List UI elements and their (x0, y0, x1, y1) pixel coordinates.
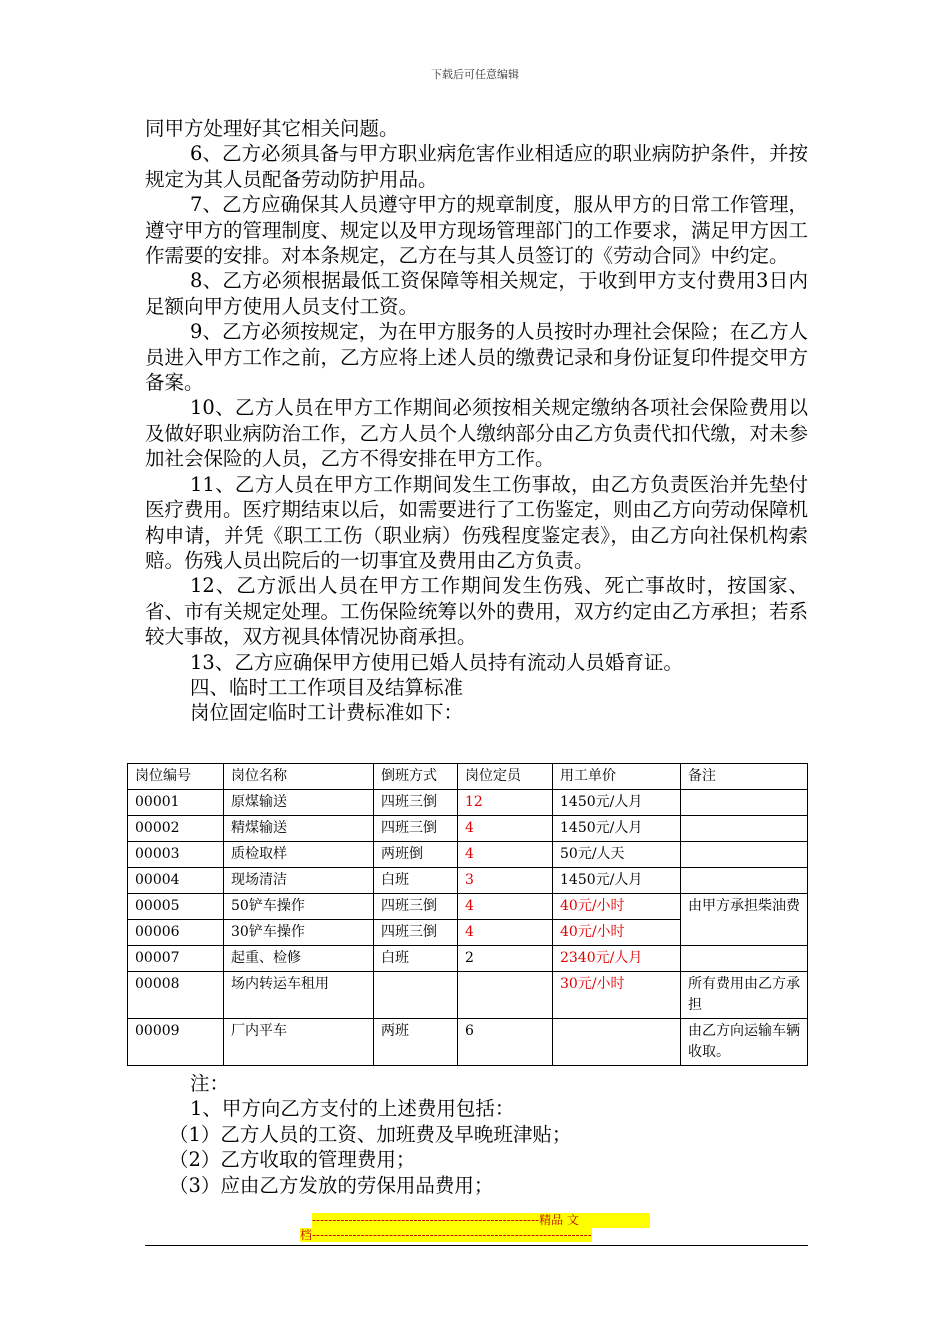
cell-note (681, 946, 808, 972)
table-row (128, 972, 808, 1019)
footer-line-2: 档--------------------------------------------------------------------- (300, 1228, 592, 1242)
cell-id: 00009 (128, 1019, 224, 1066)
footer-watermark (300, 1213, 650, 1243)
cell-id: 00003 (128, 842, 224, 868)
cell-shift: 两班倒 (374, 842, 458, 868)
table-row (128, 1019, 808, 1066)
clause-10: 10、乙方人员在甲方工作期间必须按相关规定缴纳各项社会保险费用以及做好职业病防治工作，乙方人员个人缴纳部分由乙方负责代扣代缴，对未参加社会保险的人员，乙方不得安排在甲方工作。 (145, 396, 809, 471)
table-row (128, 868, 808, 894)
cell-price: 30元/小时 (553, 972, 681, 1019)
cell-price: 40元/小时 (553, 894, 681, 920)
cell-staff: 4 (458, 816, 553, 842)
cell-staff: 4 (458, 842, 553, 868)
cell-note (681, 816, 808, 842)
fee-table (127, 763, 808, 1066)
cell-price: 2340元/人月 (553, 946, 681, 972)
clause-6: 6、乙方必须具备与甲方职业病危害作业相适应的职业病防护条件，并按规定为其人员配备劳动防护用品。 (145, 142, 808, 191)
cell-shift: 两班 (374, 1019, 458, 1066)
table-row (128, 816, 808, 842)
footer-rule (145, 1245, 808, 1246)
cell-staff: 3 (458, 868, 553, 894)
cell-shift: 四班三倒 (374, 790, 458, 816)
cell-shift: 四班三倒 (374, 816, 458, 842)
contract-body (145, 116, 808, 726)
cell-name: 50铲车操作 (224, 894, 374, 920)
notes-sub-item: （1）乙方人员的工资、加班费及早晚班津贴； (169, 1122, 572, 1146)
table-row (128, 842, 808, 868)
notes-item-1: 1、甲方向乙方支付的上述费用包括： (190, 1097, 515, 1121)
cell-id: 00004 (128, 868, 224, 894)
cell-note: 由乙方向运输车辆收取。 (681, 1019, 808, 1066)
clause-13: 13、乙方应确保甲方使用已婚人员持有流动人员婚育证。 (190, 650, 683, 674)
cell-note (681, 868, 808, 894)
cell-price: 1450元/人月 (553, 868, 681, 894)
cell-staff: 6 (458, 1019, 553, 1066)
cell-note: 所有费用由乙方承担 (681, 972, 808, 1019)
cell-note: 由甲方承担柴油费 (681, 894, 808, 946)
table-intro: 岗位固定临时工计费标准如下： (190, 701, 464, 725)
clause-7: 7、乙方应确保其人员遵守甲方的规章制度，服从甲方的日常工作管理，遵守甲方的管理制度、规定以及甲方现场管理部门的工作要求，满足甲方因工作需要的安排。对本条规定，乙方在与其人员签订的《劳动合同》中约定。 (145, 193, 809, 268)
cell-id: 00001 (128, 790, 224, 816)
paragraph-continuation: 同甲方处理好其它相关问题。 (145, 117, 399, 140)
cell-staff: 4 (458, 894, 553, 920)
cell-id: 00007 (128, 946, 224, 972)
cell-price: 1450元/人月 (553, 816, 681, 842)
cell-id: 00006 (128, 920, 224, 946)
section-heading: 四、临时工工作项目及结算标准 (190, 675, 464, 699)
cell-price: 40元/小时 (553, 920, 681, 946)
clause-11: 11、乙方人员在甲方工作期间发生工伤事故，由乙方负责医治并先垫付医疗费用。医疗期结束以后，如需要进行了工伤鉴定，则由乙方向劳动保障机构申请，并凭《职工工伤（职业病）伤残程度鉴定表》，由乙方向社保机构索赔。伤残人员出院后的一切事宜及费用由乙方负责。 (145, 472, 809, 572)
footer-line-1: --------------------------------------------------------精品 文 (312, 1213, 650, 1228)
table-row (128, 894, 808, 920)
cell-name: 30铲车操作 (224, 920, 374, 946)
clause-12: 12、乙方派出人员在甲方工作期间发生伤残、死亡事故时，按国家、省、市有关规定处理。工伤保险统筹以外的费用，双方约定由乙方承担；若系较大事故，双方视具体情况协商承担。 (145, 574, 809, 649)
cell-shift (374, 972, 458, 1019)
header-cell: 岗位编号 (128, 764, 224, 790)
notes-section (145, 1071, 808, 1198)
cell-staff: 4 (458, 920, 553, 946)
cell-shift: 四班三倒 (374, 894, 458, 920)
cell-shift: 白班 (374, 946, 458, 972)
cell-price: 50元/人天 (553, 842, 681, 868)
cell-staff: 12 (458, 790, 553, 816)
header-cell: 倒班方式 (374, 764, 458, 790)
notes-sub-item: （2）乙方收取的管理费用； (169, 1148, 416, 1172)
cell-name: 质检取样 (224, 842, 374, 868)
cell-name: 场内转运车租用 (224, 972, 374, 1019)
header-cell: 岗位定员 (458, 764, 553, 790)
cell-id: 00005 (128, 894, 224, 920)
cell-price (553, 1019, 681, 1066)
page-header: 下载后可任意编辑 (431, 68, 519, 81)
cell-name: 精煤输送 (224, 816, 374, 842)
header-cell: 岗位名称 (224, 764, 374, 790)
table-header-row (128, 764, 808, 790)
notes-title: 注： (190, 1072, 230, 1095)
notes-sub-item: （3）应由乙方发放的劳保用品费用； (169, 1173, 494, 1197)
cell-id: 00002 (128, 816, 224, 842)
cell-name: 厂内平车 (224, 1019, 374, 1066)
header-cell: 用工单价 (553, 764, 681, 790)
cell-note (681, 790, 808, 816)
cell-price: 1450元/人月 (553, 790, 681, 816)
table-row (128, 946, 808, 972)
cell-name: 原煤输送 (224, 790, 374, 816)
header-cell: 备注 (681, 764, 808, 790)
cell-id: 00008 (128, 972, 224, 1019)
cell-staff (458, 972, 553, 1019)
cell-shift: 白班 (374, 868, 458, 894)
clause-8: 8、乙方必须根据最低工资保障等相关规定，于收到甲方支付费用3日内足额向甲方使用人员支付工资。 (145, 269, 808, 318)
cell-note (681, 842, 808, 868)
cell-name: 现场清洁 (224, 868, 374, 894)
cell-shift: 四班三倒 (374, 920, 458, 946)
cell-staff: 2 (458, 946, 553, 972)
clause-9: 9、乙方必须按规定，为在甲方服务的人员按时办理社会保险；在乙方人员进入甲方工作之前，乙方应将上述人员的缴费记录和身份证复印件提交甲方备案。 (145, 320, 809, 395)
table-row (128, 790, 808, 816)
cell-name: 起重、检修 (224, 946, 374, 972)
